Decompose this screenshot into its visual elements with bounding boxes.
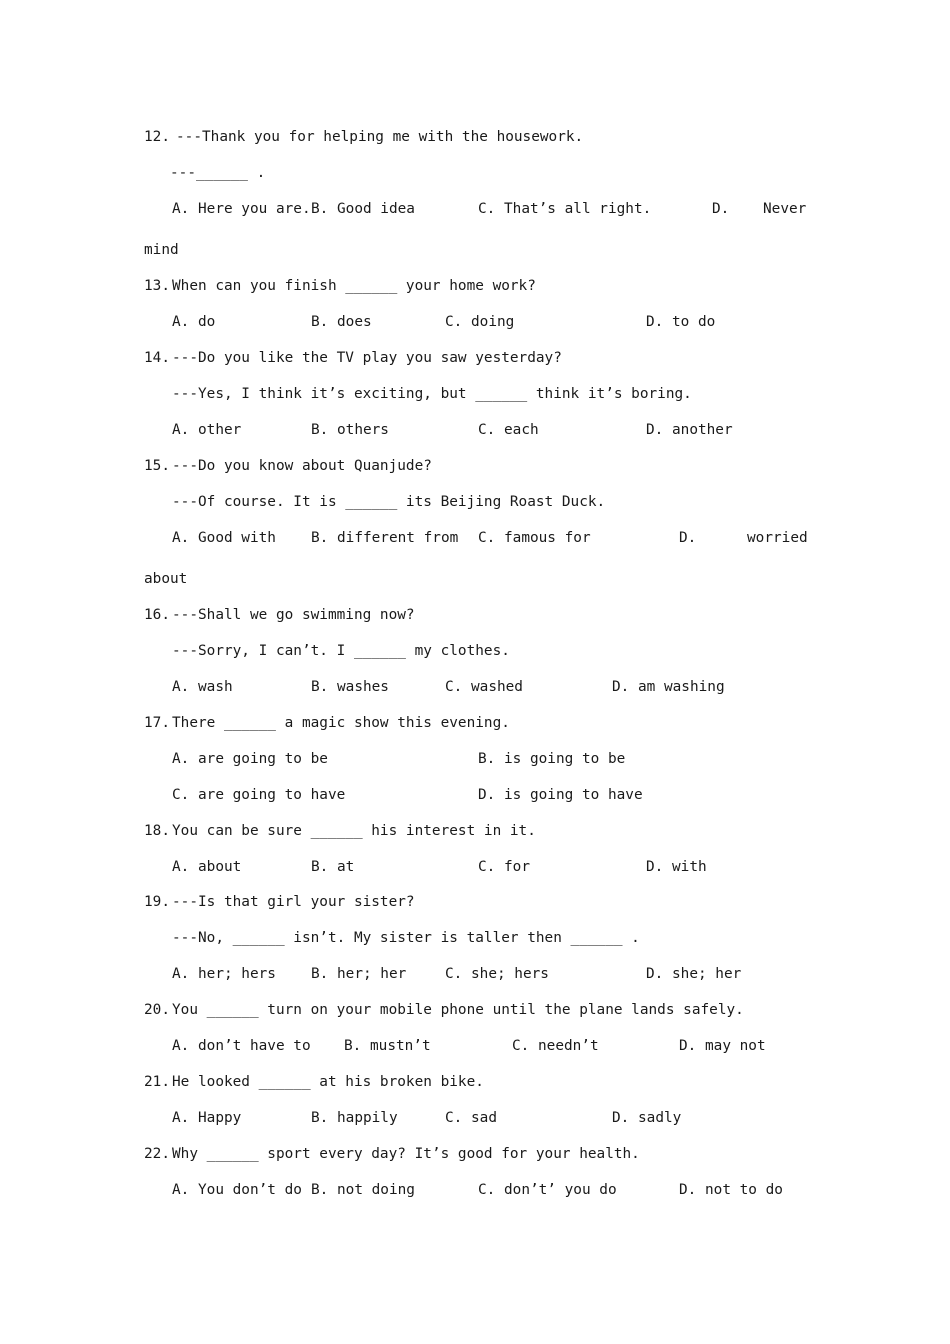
option-a[interactable]: A. do <box>172 314 216 330</box>
question-stem: When can you finish ______ your home work? <box>172 278 536 294</box>
option-c[interactable]: C. washed <box>445 679 523 695</box>
question-stem: Why ______ sport every day? It’s good for your health. <box>172 1146 640 1162</box>
question-stem: ---Shall we go swimming now? <box>172 607 415 623</box>
option-b[interactable]: B. not doing <box>311 1182 415 1198</box>
option-d[interactable]: D. another <box>646 422 733 438</box>
question-number: 14. <box>144 350 170 366</box>
question-stem: You ______ turn on your mobile phone until the plane lands safely. <box>172 1002 744 1018</box>
question-response: ---Yes, I think it’s exciting, but ______ think it’s boring. <box>172 386 692 402</box>
option-a[interactable]: A. You don’t do <box>172 1182 302 1198</box>
option-d-wrap: about <box>144 571 188 587</box>
question-number: 13. <box>144 278 170 294</box>
option-b[interactable]: B. Good idea <box>311 201 415 217</box>
option-c[interactable]: C. each <box>478 422 539 438</box>
option-a[interactable]: A. are going to be <box>172 751 328 767</box>
option-a[interactable]: A. about <box>172 859 242 875</box>
option-d-letter[interactable]: D. <box>679 530 697 546</box>
question-number: 21. <box>144 1074 170 1090</box>
option-d[interactable]: D. am washing <box>612 679 725 695</box>
option-b[interactable]: B. others <box>311 422 389 438</box>
option-b[interactable]: B. washes <box>311 679 389 695</box>
option-a[interactable]: A. Happy <box>172 1110 242 1126</box>
option-b[interactable]: B. at <box>311 859 355 875</box>
question-number: 16. <box>144 607 170 623</box>
option-c[interactable]: C. are going to have <box>172 787 346 803</box>
question-stem: ---Thank you for helping me with the housework. <box>176 129 584 145</box>
question-stem: ---Do you know about Quanjude? <box>172 458 432 474</box>
option-b[interactable]: B. her; her <box>311 966 407 982</box>
option-d[interactable]: D. sadly <box>612 1110 682 1126</box>
option-d[interactable]: D. with <box>646 859 707 875</box>
option-d[interactable]: D. may not <box>679 1038 766 1054</box>
option-a[interactable]: A. don’t have to <box>172 1038 311 1054</box>
option-d-wrap: mind <box>144 242 179 258</box>
option-a[interactable]: A. other <box>172 422 242 438</box>
option-c[interactable]: C. needn’t <box>512 1038 599 1054</box>
option-d[interactable]: D. to do <box>646 314 716 330</box>
option-c[interactable]: C. That’s all right. <box>478 201 652 217</box>
option-d[interactable]: D. is going to have <box>478 787 643 803</box>
option-d-text[interactable]: Never <box>763 201 807 217</box>
option-c[interactable]: C. she; hers <box>445 966 549 982</box>
option-d[interactable]: D. she; her <box>646 966 742 982</box>
option-a[interactable]: A. her; hers <box>172 966 276 982</box>
option-c[interactable]: C. famous for <box>478 530 591 546</box>
question-stem: ---Do you like the TV play you saw yesterday? <box>172 350 562 366</box>
question-number: 15. <box>144 458 170 474</box>
option-c[interactable]: C. don’t’ you do <box>478 1182 617 1198</box>
option-c[interactable]: C. for <box>478 859 530 875</box>
question-number: 22. <box>144 1146 170 1162</box>
question-number: 19. <box>144 894 170 910</box>
option-c[interactable]: C. sad <box>445 1110 497 1126</box>
option-b[interactable]: B. happily <box>311 1110 398 1126</box>
option-a[interactable]: A. Here you are. <box>172 201 311 217</box>
question-number: 17. <box>144 715 170 731</box>
question-number: 20. <box>144 1002 170 1018</box>
question-response: ---No, ______ isn’t. My sister is taller then ______ . <box>172 930 640 946</box>
question-stem: You can be sure ______ his interest in it. <box>172 823 536 839</box>
option-d-text[interactable]: worried <box>747 530 808 546</box>
option-b[interactable]: B. is going to be <box>478 751 626 767</box>
option-b[interactable]: B. different from <box>311 530 459 546</box>
question-response: ---Sorry, I can’t. I ______ my clothes. <box>172 643 510 659</box>
question-number: 18. <box>144 823 170 839</box>
question-stem: He looked ______ at his broken bike. <box>172 1074 484 1090</box>
option-c[interactable]: C. doing <box>445 314 515 330</box>
question-number: 12. <box>144 129 170 145</box>
option-d[interactable]: D. not to do <box>679 1182 783 1198</box>
option-b[interactable]: B. mustn’t <box>344 1038 431 1054</box>
option-a[interactable]: A. wash <box>172 679 233 695</box>
question-response: ---______ . <box>170 165 266 181</box>
option-a[interactable]: A. Good with <box>172 530 276 546</box>
question-stem: There ______ a magic show this evening. <box>172 715 510 731</box>
question-stem: ---Is that girl your sister? <box>172 894 415 910</box>
option-d-letter[interactable]: D. <box>712 201 730 217</box>
question-response: ---Of course. It is ______ its Beijing Roast Duck. <box>172 494 606 510</box>
option-b[interactable]: B. does <box>311 314 372 330</box>
